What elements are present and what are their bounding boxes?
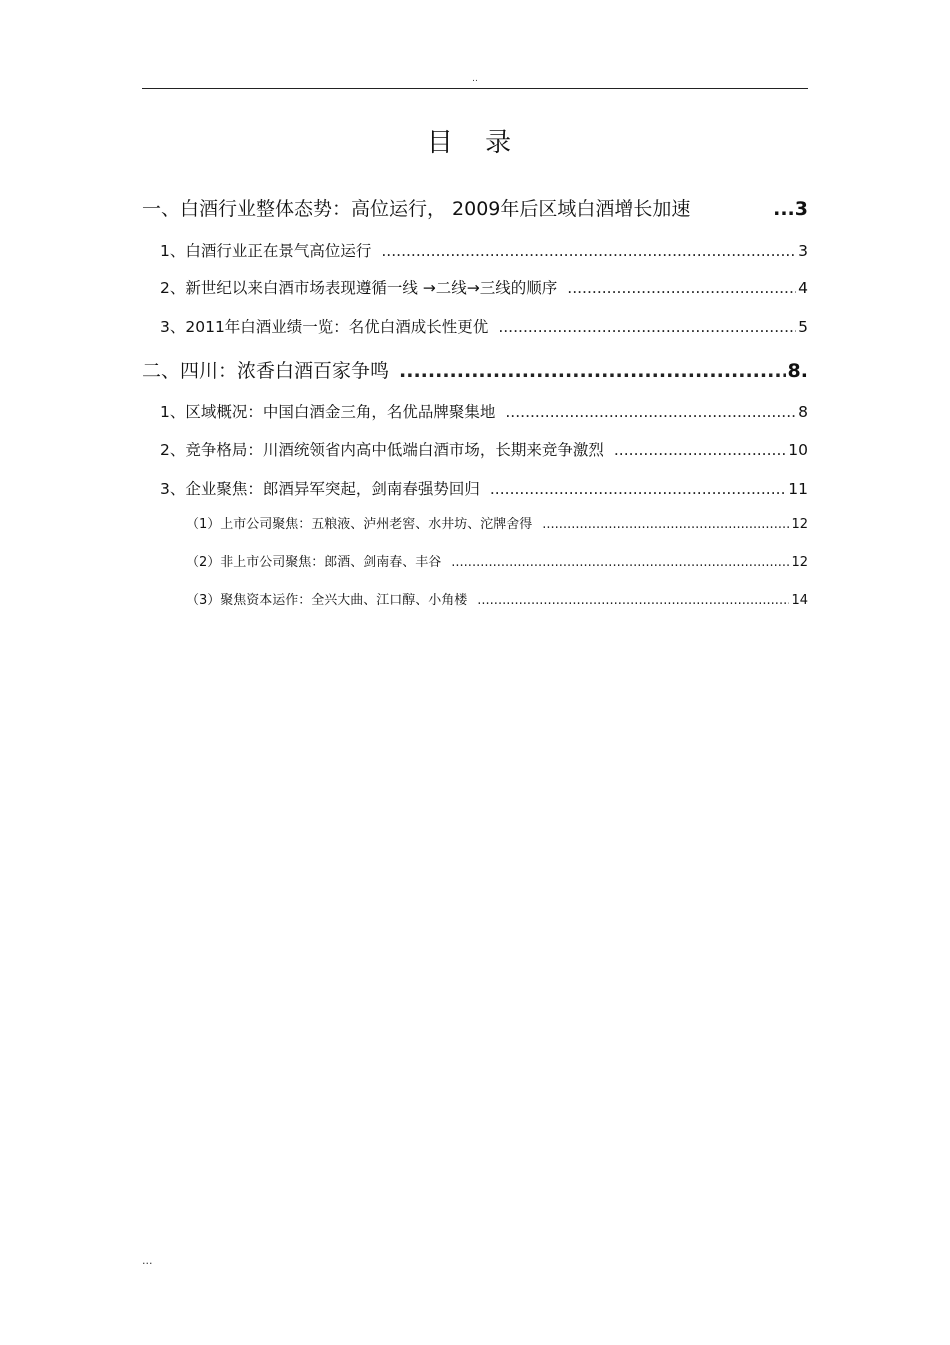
toc-entry-page: 3 — [798, 242, 808, 260]
toc-leader-dots — [477, 593, 789, 608]
toc-leader-dots — [451, 555, 789, 570]
toc-entry-page: 12 — [791, 555, 808, 570]
toc-entry-2-3[interactable] — [160, 477, 808, 499]
toc-entry-label: 1、白酒行业正在景气高位运行 — [160, 242, 372, 260]
toc-entry-label: 2、新世纪以来白酒市场表现遵循一线 →二线→三线的顺序 — [160, 279, 558, 297]
toc-leader-dots — [614, 441, 786, 459]
toc-entry-1-1[interactable] — [160, 239, 808, 261]
toc-entry-2-3-2[interactable] — [186, 551, 808, 570]
toc-entry-label: 一、白酒行业整体态势：高位运行， 2009年后区域白酒增长加速 — [142, 198, 691, 220]
toc-entry-page: 8. — [787, 360, 808, 382]
toc-entry-label: 2、竞争格局：川酒统领省内高中低端白酒市场，长期来竞争激烈 — [160, 441, 604, 459]
footer-mark: ... — [142, 1254, 153, 1267]
toc-entry-page: 8 — [798, 403, 808, 421]
toc-leader-dots — [490, 480, 786, 498]
toc-entry-label: （1）上市公司聚焦：五粮液、泸州老窖、水井坊、沱牌舍得 — [186, 517, 533, 532]
toc-entry-2-2[interactable] — [160, 438, 808, 460]
toc-entry-page: ...3 — [773, 198, 808, 220]
toc-leader-dots — [381, 242, 796, 260]
header-rule — [142, 88, 808, 89]
toc-entry-page: 10 — [788, 441, 808, 459]
toc-entry-page: 14 — [791, 593, 808, 608]
toc-entry-label: 3、2011年白酒业绩一览：名优白酒成长性更优 — [160, 318, 489, 336]
toc-entry-label: 1、区域概况：中国白酒金三角，名优品牌聚集地 — [160, 403, 496, 421]
toc-leader-dots — [399, 360, 786, 382]
toc-leader-dots — [498, 318, 796, 336]
toc-entry-1-2[interactable] — [160, 276, 808, 298]
toc-leader-dots — [542, 517, 789, 532]
toc-entry-1-3[interactable] — [160, 315, 808, 337]
toc-entry-page: 5 — [798, 318, 808, 336]
toc-entry-2-1[interactable] — [160, 400, 808, 422]
toc-entry-page: 11 — [788, 480, 808, 498]
toc-entry-label: 3、企业聚焦：郎酒异军突起，剑南春强势回归 — [160, 480, 480, 498]
toc-entry-label: 二、四川：浓香白酒百家争鸣 — [142, 360, 390, 382]
header-mark: .. — [472, 74, 478, 84]
toc-entry-page: 4 — [798, 279, 808, 297]
toc-title: 目 录 — [426, 128, 524, 158]
toc-entry-section-1[interactable] — [142, 194, 808, 221]
toc-entry-2-3-3[interactable] — [186, 589, 808, 608]
toc-entry-label: （3）聚焦资本运作：全兴大曲、江口醇、小角楼 — [186, 593, 468, 608]
toc-entry-page: 12 — [791, 517, 808, 532]
toc-entry-label: （2）非上市公司聚焦：郎酒、剑南春、丰谷 — [186, 555, 442, 570]
toc-leader-dots — [505, 403, 796, 421]
toc-entry-section-2[interactable] — [142, 356, 808, 383]
toc-leader-dots — [567, 279, 796, 297]
toc-entry-2-3-1[interactable] — [186, 513, 808, 532]
